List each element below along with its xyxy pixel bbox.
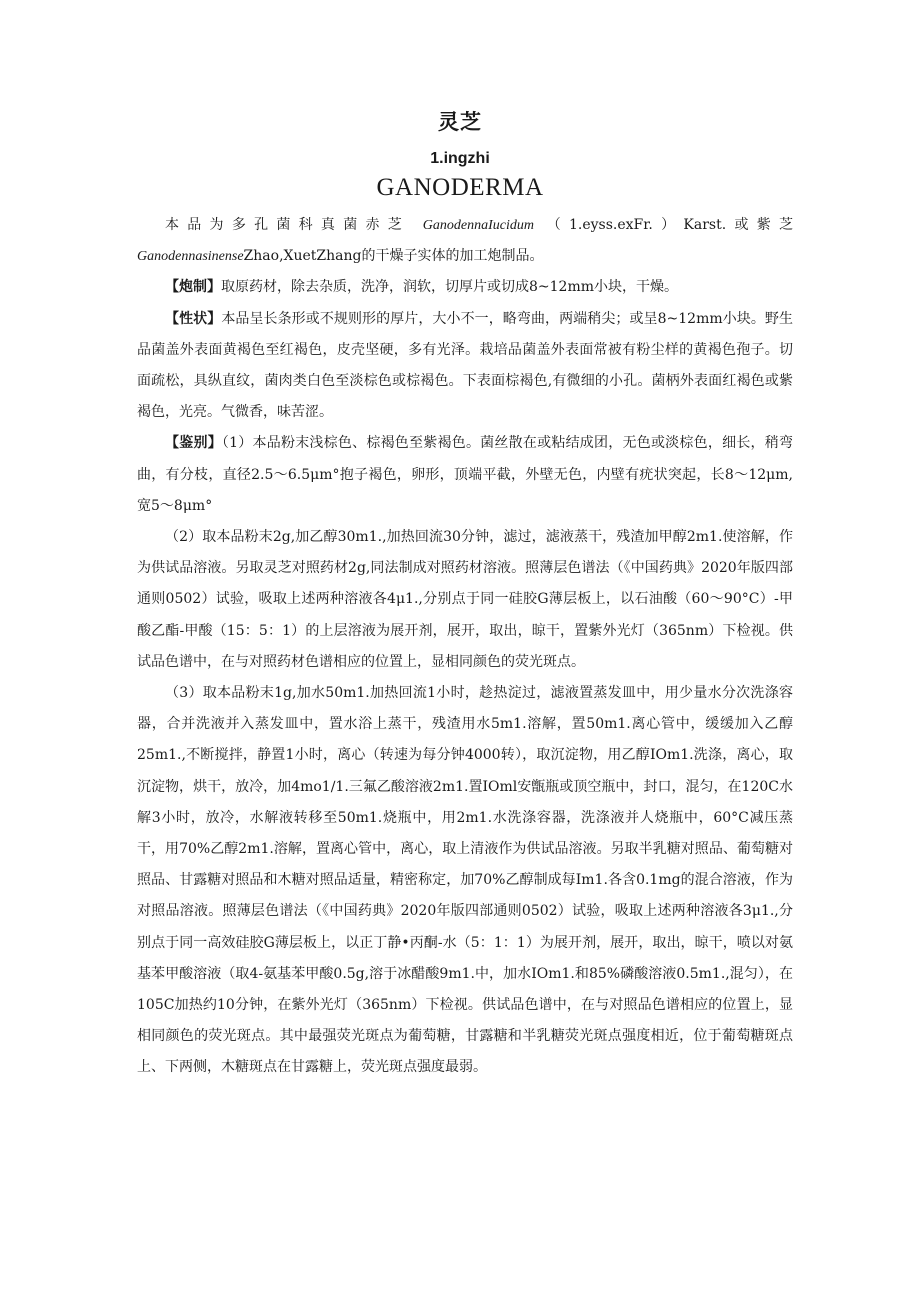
intro-latin-name-1: GanodennaIucidum — [422, 218, 534, 233]
characters-label: 【性状】 — [165, 310, 222, 327]
title-chinese: 灵芝 — [438, 110, 482, 134]
identification-label: 【鉴别】 — [165, 435, 222, 452]
identification-paragraph-2: （2）取本品粉末2g,加乙醇30m1.,加热回流30分钟，滤过，滤液蒸干，残渣加甲醇2m1.使溶解，作为供试品溶液。另取灵芝对照药材2g,同法制成对照药材溶液。照薄层色谱法（《中国药典》2020年版四部通则0502）试验，吸取上述两种溶液各4μ1.,分别点于同一硅胶G薄层板上，以石油酸（60～90°C）-甲酸乙酯-甲酸（15：5：1）的上层溶液为展开剂，展开，取出，晾干，置紫外光灯（365nm）下检视。供试品色谱中，在与对照药材色谱相应的位置上，显相同颜色的荧光斑点。 — [137, 529, 793, 670]
processing-text: 取原药材，除去杂质，洗净，润软，切厚片或切成8~12mm小块，干燥。 — [221, 279, 679, 296]
document-body — [137, 210, 793, 1084]
identification-paragraph-1 — [137, 428, 793, 522]
identification-text-1: （1）本品粉末浅棕色、棕褐色至紫褐色。菌丝散在或粘结成团，无色或淡棕色，细长，稍弯曲，有分枝，直径2.5～6.5μm°抱子褐色，卵形，顶端平截，外壁无色，内壁有疣状突起，长8～12μm,宽5～8μm° — [137, 435, 794, 514]
characters-paragraph — [137, 304, 793, 429]
intro-text-3: Zhao,XuetZhang的干燥子实体的加工炮制品。 — [243, 248, 544, 265]
intro-text-2: （1.eyss.exFr.）Karst.或紫芝 — [546, 217, 794, 233]
intro-paragraph — [137, 210, 793, 272]
processing-paragraph — [137, 272, 793, 303]
identification-paragraph-3: （3）取本品粉末1g,加水50m1.加热回流1小时，趁热淀过，滤液置蒸发皿中，用少量水分次洗涤容器，合并洗液并入蒸发皿中，置水浴上蒸干，残渣用水5m1.溶解，置50m1.离心管中，缓缓加入乙醇25m1.,不断搅拌，静置1小时，离心（转速为每分钟4000转），取沉淀物，用乙醇IOm1.洗涤，离心，取沉淀物，烘干，放冷，加4mo1∕1.三氟乙酸溶液2m1.置IOml安甑瓶或顶空瓶中，封口，混匀，在120C水解3小时，放冷，水解液转移至50m1.烧瓶中，用2m1.水洗涤容器，洗涤液并人烧瓶中，60°C减压蒸干，用70%乙醇2m1.溶解，置离心管中，离心，取上清液作为供试品溶液。另取半乳糖对照品、葡萄糖对照品、甘露糖对照品和木糖对照品适量，精密称定，加70%乙醇制成每Im1.各含0.1mg的混合溶液，作为对照品溶液。照薄层色谱法（《中国药典》2020年版四部通则0502）试验，吸取上述两种溶液各3μ1.,分别点于同一高效硅胶G薄层板上，以正丁静•丙酮-水（5：1：1）为展开剂，展开，取出，晾干，喷以对氨基苯甲酸溶液（取4-氨基苯甲酸0.5g,溶于冰醋酸9m1.中，加水IOm1.和85%磷酸溶液0.5m1.,混匀），在105C加热约10分钟，在紫外光灯（365nm）下检视。供试品色谱中，在与对照品色谱相应的位置上，显相同颜色的荧光斑点。其中最强荧光斑点为葡萄糖，甘露糖和半乳糖荧光斑点强度相近，位于葡萄糖斑点上、下两侧，木糖斑点在甘露糖上，荧光斑点强度最弱。 — [137, 685, 793, 1076]
characters-text: 本品呈长条形或不规则形的厚片，大小不一，略弯曲，两端稍尖；或呈8~12mm小块。野生品菌盖外表面黄褐色至红褐色，皮壳坚硬，多有光泽。栽培品菌盖外表面常被有粉尘样的黄褐色孢子。切面疏松，具纵直纹，菌肉类白色至淡棕色或棕褐色。下表面棕褐色,有微细的小孔。菌柄外表面红褐色或紫褐色，光亮。气微香，味苦涩。 — [137, 310, 793, 421]
intro-text-1: 本品为多孔菌科真菌赤芝 — [165, 217, 411, 233]
title-pinyin: 1.ingzhi — [430, 150, 490, 167]
intro-latin-name-2: Ganodennasinense — [137, 249, 244, 265]
processing-label: 【炮制】 — [165, 279, 221, 296]
title-latin: GANODERMA — [376, 174, 544, 201]
